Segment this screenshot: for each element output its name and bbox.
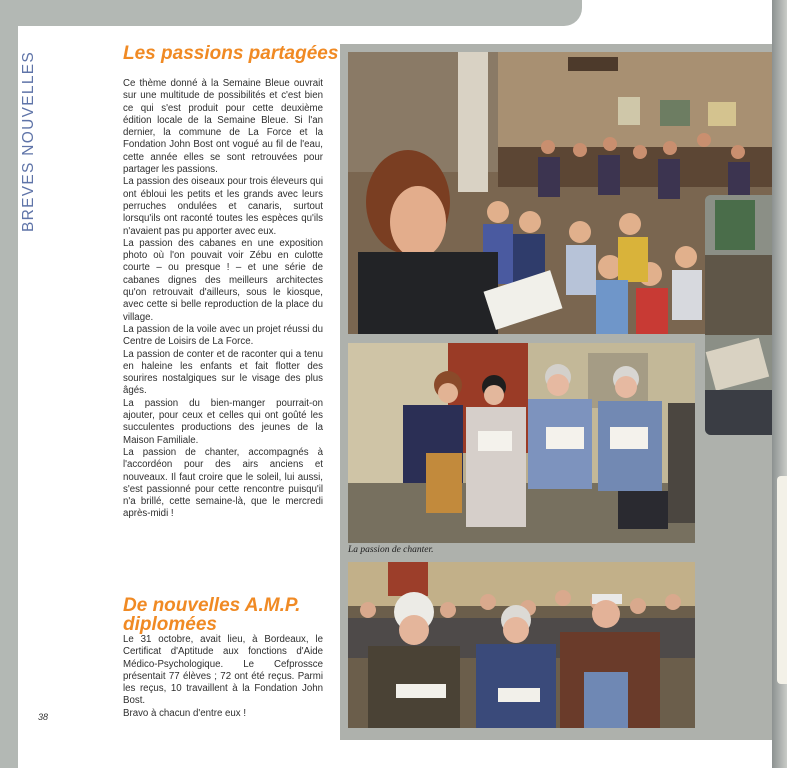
neighbor-page-edge	[777, 476, 787, 684]
article1-paragraph: La passion des oiseaux pour trois éleveurs qui ont ébloui les petits et les grands avec leurs perruches ondulées et canaris, surtout lorsqu'ils ont raconté toutes les espèces qu'ils n'avaient pas pu apporter avec eux.	[123, 176, 323, 237]
article2-body	[123, 634, 323, 720]
section-label: BREVES NOUVELLES	[20, 50, 37, 232]
article1-body	[123, 78, 323, 521]
article1-title: Les passions partagées	[123, 43, 339, 64]
article2-paragraph: Bravo à chacun d'entre eux !	[123, 707, 247, 719]
neighbor-photo	[705, 195, 772, 435]
article1-paragraph: La passion de la voile avec un projet réussi du Centre de Loisirs de La Force.	[123, 323, 323, 348]
photo-caption: La passion de chanter.	[348, 545, 434, 555]
article1-paragraph: Ce thème donné à la Semaine Bleue ouvrait sur une multitude de possibilités et c'est bien ce qui s'est produit pour cette deuxième édition locale de la Semaine Bleue. Si l'an dernier, la commune de La Force et la Fondation John Bost ont vogué au fil de l'eau, cette année elles se sont retrouvées pour partager les passions.	[123, 78, 323, 176]
neighbor-photo-illustration	[705, 195, 772, 435]
page-number: 38	[38, 712, 49, 722]
article1-paragraph: La passion du bien-manger pourrait-on ajouter, pour ceux et celles qui ont goûté les succulentes productions des jeunes de la Maison Familiale.	[123, 397, 323, 446]
photo-women-singing-illustration	[348, 343, 695, 543]
photo-audience-outdoors-illustration	[348, 562, 695, 728]
article1-paragraph: La passion des cabanes en une exposition photo où l'on pouvait voir Zébu en culotte courte – ou presque ! – et une série de cabanes dignes des meilleurs architectes qu'on retrouvait d'ailleurs, sous le kiosque, avec cette si belle reproduction de la place du village.	[123, 237, 323, 323]
left-band	[0, 0, 18, 768]
photo-women-singing	[348, 343, 695, 543]
article1-paragraph: La passion de conter et de raconter qui a tenu en haleine les enfants et fait flotter des sourires nostalgiques sur le visage des plus âgés.	[123, 348, 323, 397]
article1-paragraph: La passion de chanter, accompagnés à l'accordéon pour des airs anciens et nouveaux. Il faut croire que le soleil, lui aussi, s'est passionné pour cette rencontre puisqu'il n'a brillé, cette semaine-là, que le mercredi après-midi !	[123, 446, 323, 520]
article2-paragraph: Le 31 octobre, avait lieu, à Bordeaux, le Certificat d'Aptitude aux fonctions d'Aide Médico-Psychologique. Le Cefprossce présentait 77 élèves ; 72 ont été reçus. Parmi les reçus, 10 travaillent à la Fondation John Bost.	[123, 634, 323, 707]
photo-audience-outdoors	[348, 562, 695, 728]
top-band	[0, 0, 582, 26]
article2-title: De nouvelles A.M.P. diplomées	[123, 595, 301, 635]
